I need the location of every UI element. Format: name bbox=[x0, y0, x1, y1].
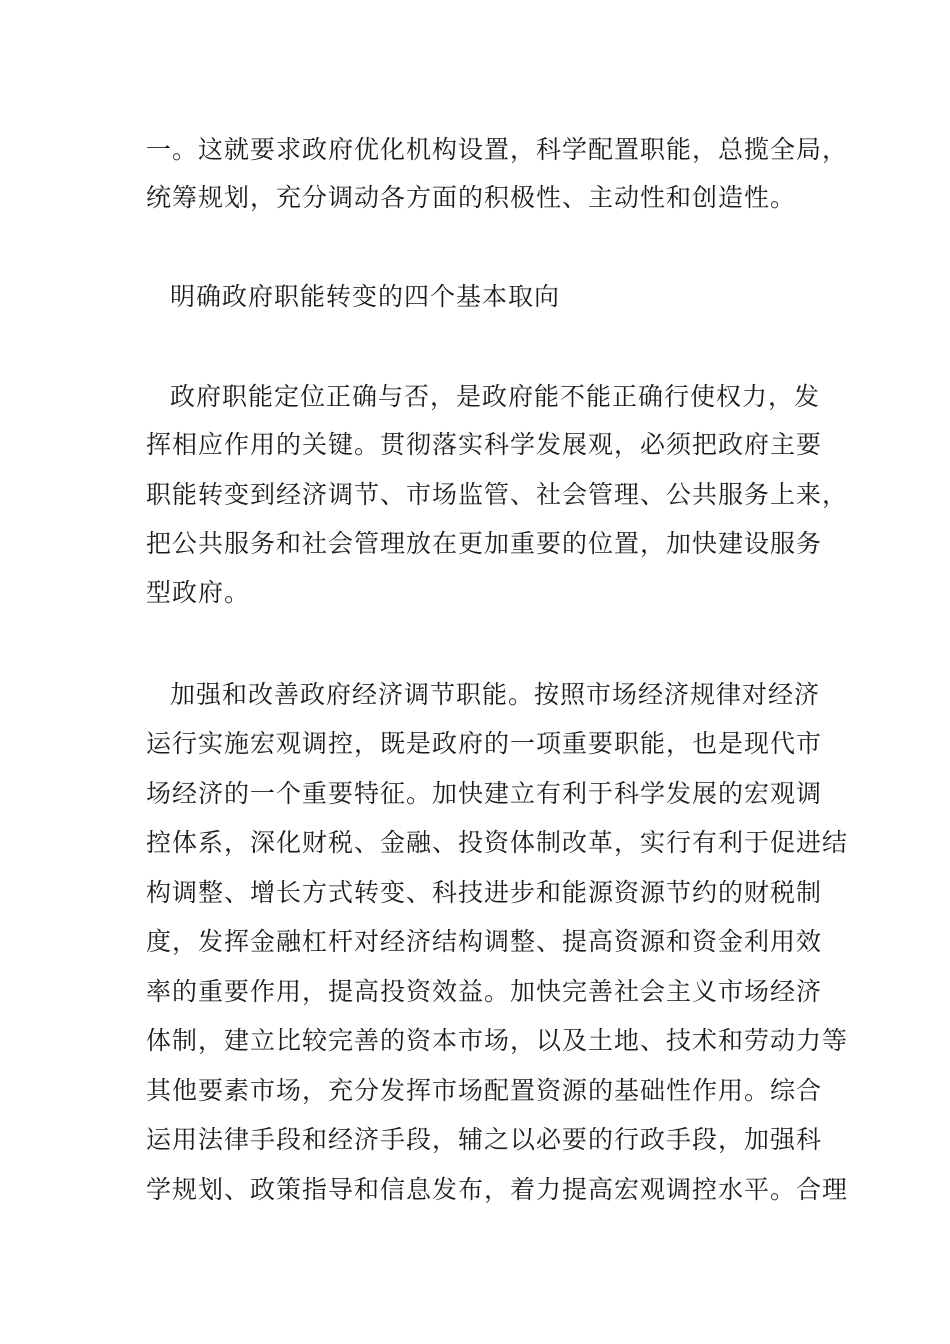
paragraph-line: 政府职能定位正确与否，是政府能不能正确行使权力，发 bbox=[170, 382, 821, 411]
paragraph-line: 运用法律手段和经济手段，辅之以必要的行政手段，加强科 bbox=[146, 1125, 823, 1154]
section-heading: 明确政府职能转变的四个基本取向 bbox=[170, 282, 561, 311]
paragraph-line: 度，发挥金融杠杆对经济结构调整、提高资源和资金利用效 bbox=[146, 927, 823, 956]
paragraph-line: 统筹规划，充分调动各方面的积极性、主动性和创造性。 bbox=[146, 183, 797, 212]
paragraph-line: 挥相应作用的关键。贯彻落实科学发展观，必须把政府主要 bbox=[146, 430, 823, 459]
paragraph-line: 加强和改善政府经济调节职能。按照市场经济规律对经济 bbox=[170, 680, 821, 709]
paragraph-line: 控体系，深化财税、金融、投资体制改革，实行有利于促进结 bbox=[146, 828, 849, 857]
paragraph-line: 把公共服务和社会管理放在更加重要的位置，加快建设服务 bbox=[146, 529, 823, 558]
paragraph-line: 构调整、增长方式转变、科技进步和能源资源节约的财税制 bbox=[146, 878, 823, 907]
paragraph-line: 职能转变到经济调节、市场监管、社会管理、公共服务上来， bbox=[146, 480, 849, 509]
paragraph-line: 率的重要作用，提高投资效益。加快完善社会主义市场经济 bbox=[146, 977, 823, 1006]
paragraph-line: 学规划、政策指导和信息发布，着力提高宏观调控水平。合理 bbox=[146, 1175, 849, 1204]
paragraph-line: 体制，建立比较完善的资本市场，以及土地、技术和劳动力等 bbox=[146, 1026, 849, 1055]
paragraph-line: 其他要素市场，充分发挥市场配置资源的基础性作用。综合 bbox=[146, 1076, 823, 1105]
paragraph-line: 场经济的一个重要特征。加快建立有利于科学发展的宏观调 bbox=[146, 779, 823, 808]
paragraph-line: 一。这就要求政府优化机构设置，科学配置职能，总揽全局， bbox=[146, 135, 849, 164]
paragraph-line: 型政府。 bbox=[146, 578, 251, 607]
paragraph-line: 运行实施宏观调控，既是政府的一项重要职能，也是现代市 bbox=[146, 729, 823, 758]
